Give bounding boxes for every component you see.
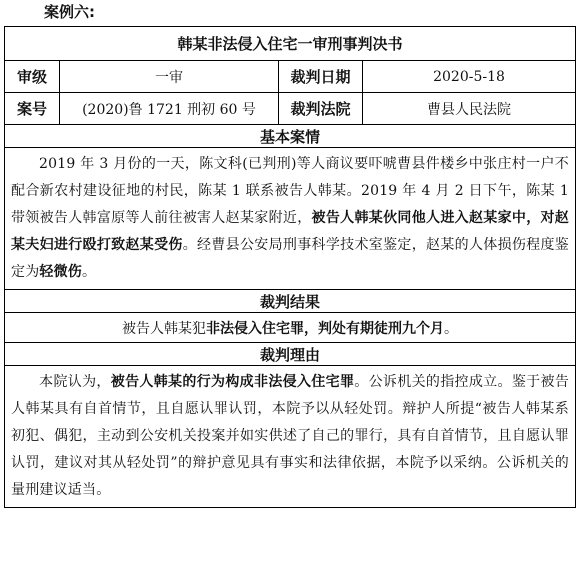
judgment-date-label: 裁判日期 (279, 61, 363, 93)
result-text-bold: 非法侵入住宅罪，判处有期徒刑九个月 (206, 320, 444, 337)
result-body (5, 313, 576, 343)
trial-level-label: 审级 (5, 61, 60, 93)
result-text-end: 。 (444, 320, 458, 337)
result-heading: 裁判结果 (5, 290, 576, 313)
court-label: 裁判法院 (279, 93, 363, 125)
case-number-label: 案号 (5, 93, 60, 125)
trial-level-value: 一审 (60, 61, 279, 93)
facts-text-bold-1: 被告人韩某伙同他人进入赵某家中，对赵某夫妇进行殴打致赵某受伤 (11, 210, 570, 253)
judgment-summary-table (4, 26, 576, 508)
facts-body (5, 148, 576, 290)
court-value: 曹县人民法院 (363, 93, 576, 125)
reasoning-body (5, 366, 576, 508)
judgment-date-value: 2020-5-18 (363, 61, 576, 93)
case-label: 案例六: (44, 3, 95, 21)
facts-text-bold-2: 轻微伤 (39, 264, 83, 280)
reasoning-text-bold: 被告人韩某的行为构成非法侵入住宅罪 (110, 374, 355, 390)
facts-heading: 基本案情 (5, 125, 576, 148)
reasoning-text-2: 。公诉机关的指控成立。鉴于被告人韩某具有自首情节，且自愿认罪认罚，本院予以从轻处罚。辩护人所提“被告人韩某系初犯、偶犯，主动到公安机关投案并如实供述了自己的罪行，具有自首情节，且自愿认罪认罚，建议对其从轻处罚”的辩护意见具有事实和法律依据，本院予以采纳。公诉机关的量刑建议适当。 (11, 374, 570, 498)
facts-text-3: 。 (82, 264, 97, 280)
facts-text-1: 2019 年 3 月份的一天，陈文科(已判刑)等人商议要吓唬曹县件楼乡中张庄村一户不配合新农村建设征地的村民，陈某 1 联系被告人韩某。2019 年 4 月 2 日下午，陈某 1 带领被告人韩富原等人前往被害人赵某家附近， (11, 156, 570, 226)
result-text: 被告人韩某犯 (122, 320, 206, 337)
facts-text-2: 。经曹县公安局刑事科学技术室鉴定，赵某的人体损伤程度鉴定为 (11, 237, 570, 280)
case-number-value: (2020)鲁 1721 刑初 60 号 (60, 93, 279, 125)
reasoning-text-1: 本院认为， (39, 374, 111, 390)
reasoning-heading: 裁判理由 (5, 343, 576, 366)
document-title: 韩某非法侵入住宅一审刑事判决书 (5, 27, 576, 61)
